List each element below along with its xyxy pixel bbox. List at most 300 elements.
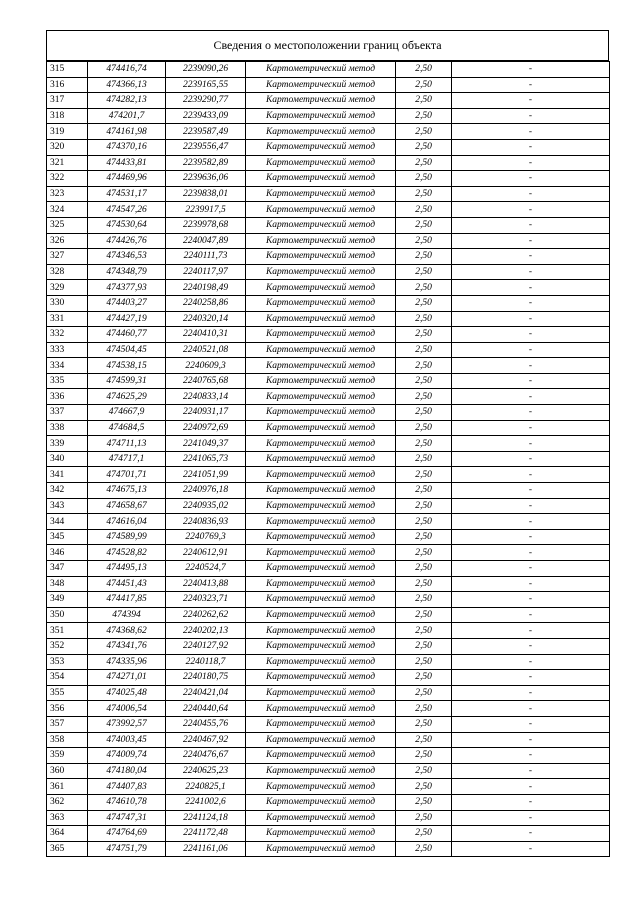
x-coordinate-cell: 474675,13	[88, 483, 166, 499]
accuracy-cell: 2,50	[396, 139, 452, 155]
description-cell: -	[452, 311, 610, 327]
accuracy-cell: 2,50	[396, 561, 452, 577]
accuracy-cell: 2,50	[396, 483, 452, 499]
description-cell: -	[452, 592, 610, 608]
y-coordinate-cell: 2240833,14	[166, 389, 246, 405]
method-cell: Картометрический метод	[246, 171, 396, 187]
accuracy-cell: 2,50	[396, 124, 452, 140]
description-cell: -	[452, 841, 610, 857]
description-cell: -	[452, 529, 610, 545]
point-number-cell: 321	[47, 155, 88, 171]
description-cell: -	[452, 498, 610, 514]
x-coordinate-cell: 474616,04	[88, 514, 166, 530]
y-coordinate-cell: 2240117,97	[166, 264, 246, 280]
y-coordinate-cell: 2239090,26	[166, 62, 246, 78]
accuracy-cell: 2,50	[396, 327, 452, 343]
y-coordinate-cell: 2240972,69	[166, 420, 246, 436]
accuracy-cell: 2,50	[396, 545, 452, 561]
accuracy-cell: 2,50	[396, 373, 452, 389]
point-number-cell: 336	[47, 389, 88, 405]
table-row	[47, 280, 610, 296]
x-coordinate-cell: 474366,13	[88, 77, 166, 93]
description-cell: -	[452, 233, 610, 249]
method-cell: Картометрический метод	[246, 389, 396, 405]
point-number-cell: 332	[47, 327, 88, 343]
point-number-cell: 333	[47, 342, 88, 358]
x-coordinate-cell: 474025,48	[88, 685, 166, 701]
description-cell: -	[452, 826, 610, 842]
table-row	[47, 623, 610, 639]
x-coordinate-cell: 474610,78	[88, 794, 166, 810]
accuracy-cell: 2,50	[396, 108, 452, 124]
method-cell: Картометрический метод	[246, 716, 396, 732]
x-coordinate-cell: 474667,9	[88, 405, 166, 421]
description-cell: -	[452, 295, 610, 311]
y-coordinate-cell: 2239433,09	[166, 108, 246, 124]
accuracy-cell: 2,50	[396, 93, 452, 109]
point-number-cell: 345	[47, 529, 88, 545]
x-coordinate-cell: 474684,5	[88, 420, 166, 436]
description-cell: -	[452, 748, 610, 764]
method-cell: Картометрический метод	[246, 826, 396, 842]
y-coordinate-cell: 2241161,06	[166, 841, 246, 857]
method-cell: Картометрический метод	[246, 139, 396, 155]
y-coordinate-cell: 2239978,68	[166, 217, 246, 233]
point-number-cell: 354	[47, 670, 88, 686]
point-number-cell: 330	[47, 295, 88, 311]
x-coordinate-cell: 474180,04	[88, 763, 166, 779]
description-cell: -	[452, 623, 610, 639]
accuracy-cell: 2,50	[396, 592, 452, 608]
method-cell: Картометрический метод	[246, 451, 396, 467]
table-row	[47, 654, 610, 670]
y-coordinate-cell: 2240320,14	[166, 311, 246, 327]
accuracy-cell: 2,50	[396, 186, 452, 202]
point-number-cell: 364	[47, 826, 88, 842]
description-cell: -	[452, 654, 610, 670]
accuracy-cell: 2,50	[396, 701, 452, 717]
table-row	[47, 794, 610, 810]
y-coordinate-cell: 2241002,6	[166, 794, 246, 810]
y-coordinate-cell: 2240323,71	[166, 592, 246, 608]
description-cell: -	[452, 124, 610, 140]
method-cell: Картометрический метод	[246, 124, 396, 140]
accuracy-cell: 2,50	[396, 529, 452, 545]
method-cell: Картометрический метод	[246, 607, 396, 623]
x-coordinate-cell: 474751,79	[88, 841, 166, 857]
y-coordinate-cell: 2239917,5	[166, 202, 246, 218]
coordinates-table	[46, 61, 610, 857]
y-coordinate-cell: 2240524,7	[166, 561, 246, 577]
description-cell: -	[452, 358, 610, 374]
method-cell: Картометрический метод	[246, 405, 396, 421]
method-cell: Картометрический метод	[246, 561, 396, 577]
x-coordinate-cell: 474426,76	[88, 233, 166, 249]
y-coordinate-cell: 2240127,92	[166, 638, 246, 654]
x-coordinate-cell: 474504,45	[88, 342, 166, 358]
method-cell: Картометрический метод	[246, 311, 396, 327]
point-number-cell: 325	[47, 217, 88, 233]
method-cell: Картометрический метод	[246, 108, 396, 124]
table-row	[47, 171, 610, 187]
y-coordinate-cell: 2241049,37	[166, 436, 246, 452]
y-coordinate-cell: 2240180,75	[166, 670, 246, 686]
x-coordinate-cell: 474717,1	[88, 451, 166, 467]
x-coordinate-cell: 473992,57	[88, 716, 166, 732]
table-row	[47, 124, 610, 140]
accuracy-cell: 2,50	[396, 748, 452, 764]
description-cell: -	[452, 139, 610, 155]
method-cell: Картометрический метод	[246, 623, 396, 639]
y-coordinate-cell: 2240769,3	[166, 529, 246, 545]
method-cell: Картометрический метод	[246, 217, 396, 233]
point-number-cell: 329	[47, 280, 88, 296]
table-row	[47, 358, 610, 374]
x-coordinate-cell: 474589,99	[88, 529, 166, 545]
point-number-cell: 344	[47, 514, 88, 530]
description-cell: -	[452, 794, 610, 810]
point-number-cell: 353	[47, 654, 88, 670]
x-coordinate-cell: 474003,45	[88, 732, 166, 748]
method-cell: Картометрический метод	[246, 841, 396, 857]
table-row	[47, 436, 610, 452]
table-row	[47, 327, 610, 343]
description-cell: -	[452, 171, 610, 187]
description-cell: -	[452, 779, 610, 795]
accuracy-cell: 2,50	[396, 685, 452, 701]
point-number-cell: 340	[47, 451, 88, 467]
table-row	[47, 249, 610, 265]
table-row	[47, 233, 610, 249]
method-cell: Картометрический метод	[246, 638, 396, 654]
method-cell: Картометрический метод	[246, 358, 396, 374]
accuracy-cell: 2,50	[396, 295, 452, 311]
point-number-cell: 359	[47, 748, 88, 764]
method-cell: Картометрический метод	[246, 779, 396, 795]
table-row	[47, 826, 610, 842]
method-cell: Картометрический метод	[246, 436, 396, 452]
y-coordinate-cell: 2240440,64	[166, 701, 246, 717]
description-cell: -	[452, 670, 610, 686]
method-cell: Картометрический метод	[246, 592, 396, 608]
point-number-cell: 328	[47, 264, 88, 280]
description-cell: -	[452, 327, 610, 343]
y-coordinate-cell: 2240198,49	[166, 280, 246, 296]
accuracy-cell: 2,50	[396, 217, 452, 233]
description-cell: -	[452, 217, 610, 233]
method-cell: Картометрический метод	[246, 373, 396, 389]
table-row	[47, 529, 610, 545]
accuracy-cell: 2,50	[396, 670, 452, 686]
description-cell: -	[452, 701, 610, 717]
description-cell: -	[452, 342, 610, 358]
y-coordinate-cell: 2240935,02	[166, 498, 246, 514]
x-coordinate-cell: 474403,27	[88, 295, 166, 311]
accuracy-cell: 2,50	[396, 77, 452, 93]
table-row	[47, 451, 610, 467]
x-coordinate-cell: 474370,16	[88, 139, 166, 155]
accuracy-cell: 2,50	[396, 233, 452, 249]
point-number-cell: 350	[47, 607, 88, 623]
point-number-cell: 362	[47, 794, 88, 810]
x-coordinate-cell: 474282,13	[88, 93, 166, 109]
x-coordinate-cell: 474469,96	[88, 171, 166, 187]
description-cell: -	[452, 202, 610, 218]
y-coordinate-cell: 2241124,18	[166, 810, 246, 826]
y-coordinate-cell: 2241172,48	[166, 826, 246, 842]
y-coordinate-cell: 2240111,73	[166, 249, 246, 265]
description-cell: -	[452, 420, 610, 436]
table-row	[47, 701, 610, 717]
accuracy-cell: 2,50	[396, 638, 452, 654]
table-row	[47, 685, 610, 701]
y-coordinate-cell: 2240836,93	[166, 514, 246, 530]
method-cell: Картометрический метод	[246, 732, 396, 748]
method-cell: Картометрический метод	[246, 264, 396, 280]
table-row	[47, 561, 610, 577]
x-coordinate-cell: 474658,67	[88, 498, 166, 514]
x-coordinate-cell: 474417,85	[88, 592, 166, 608]
description-cell: -	[452, 716, 610, 732]
method-cell: Картометрический метод	[246, 514, 396, 530]
y-coordinate-cell: 2240467,92	[166, 732, 246, 748]
table-row	[47, 93, 610, 109]
description-cell: -	[452, 405, 610, 421]
description-cell: -	[452, 108, 610, 124]
table-row	[47, 576, 610, 592]
method-cell: Картометрический метод	[246, 654, 396, 670]
method-cell: Картометрический метод	[246, 498, 396, 514]
point-number-cell: 322	[47, 171, 88, 187]
y-coordinate-cell: 2240258,86	[166, 295, 246, 311]
point-number-cell: 363	[47, 810, 88, 826]
point-number-cell: 365	[47, 841, 88, 857]
point-number-cell: 338	[47, 420, 88, 436]
table-row	[47, 545, 610, 561]
point-number-cell: 317	[47, 93, 88, 109]
accuracy-cell: 2,50	[396, 467, 452, 483]
method-cell: Картометрический метод	[246, 483, 396, 499]
x-coordinate-cell: 474701,71	[88, 467, 166, 483]
accuracy-cell: 2,50	[396, 514, 452, 530]
description-cell: -	[452, 155, 610, 171]
y-coordinate-cell: 2240612,91	[166, 545, 246, 561]
table-row	[47, 389, 610, 405]
point-number-cell: 352	[47, 638, 88, 654]
method-cell: Картометрический метод	[246, 685, 396, 701]
method-cell: Картометрический метод	[246, 794, 396, 810]
description-cell: -	[452, 249, 610, 265]
accuracy-cell: 2,50	[396, 763, 452, 779]
table-row	[47, 670, 610, 686]
accuracy-cell: 2,50	[396, 498, 452, 514]
point-number-cell: 358	[47, 732, 88, 748]
description-cell: -	[452, 732, 610, 748]
x-coordinate-cell: 474335,96	[88, 654, 166, 670]
y-coordinate-cell: 2239636,06	[166, 171, 246, 187]
y-coordinate-cell: 2240262,62	[166, 607, 246, 623]
x-coordinate-cell: 474377,93	[88, 280, 166, 296]
point-number-cell: 324	[47, 202, 88, 218]
description-cell: -	[452, 373, 610, 389]
x-coordinate-cell: 474161,98	[88, 124, 166, 140]
y-coordinate-cell: 2240047,89	[166, 233, 246, 249]
table-row	[47, 373, 610, 389]
method-cell: Картометрический метод	[246, 77, 396, 93]
method-cell: Картометрический метод	[246, 233, 396, 249]
x-coordinate-cell: 474201,7	[88, 108, 166, 124]
method-cell: Картометрический метод	[246, 529, 396, 545]
table-row	[47, 264, 610, 280]
point-number-cell: 343	[47, 498, 88, 514]
y-coordinate-cell: 2240202,13	[166, 623, 246, 639]
accuracy-cell: 2,50	[396, 841, 452, 857]
table-row	[47, 810, 610, 826]
accuracy-cell: 2,50	[396, 389, 452, 405]
point-number-cell: 342	[47, 483, 88, 499]
point-number-cell: 347	[47, 561, 88, 577]
point-number-cell: 327	[47, 249, 88, 265]
y-coordinate-cell: 2239838,01	[166, 186, 246, 202]
x-coordinate-cell: 474764,69	[88, 826, 166, 842]
accuracy-cell: 2,50	[396, 264, 452, 280]
point-number-cell: 346	[47, 545, 88, 561]
table-row	[47, 638, 610, 654]
y-coordinate-cell: 2240476,67	[166, 748, 246, 764]
description-cell: -	[452, 436, 610, 452]
table-body	[47, 62, 610, 857]
description-cell: -	[452, 467, 610, 483]
x-coordinate-cell: 474460,77	[88, 327, 166, 343]
x-coordinate-cell: 474346,53	[88, 249, 166, 265]
method-cell: Картометрический метод	[246, 576, 396, 592]
method-cell: Картометрический метод	[246, 342, 396, 358]
point-number-cell: 339	[47, 436, 88, 452]
method-cell: Картометрический метод	[246, 155, 396, 171]
y-coordinate-cell: 2240976,18	[166, 483, 246, 499]
point-number-cell: 337	[47, 405, 88, 421]
accuracy-cell: 2,50	[396, 155, 452, 171]
y-coordinate-cell: 2241065,73	[166, 451, 246, 467]
table-row	[47, 732, 610, 748]
accuracy-cell: 2,50	[396, 607, 452, 623]
y-coordinate-cell: 2240413,88	[166, 576, 246, 592]
y-coordinate-cell: 2240931,17	[166, 405, 246, 421]
point-number-cell: 349	[47, 592, 88, 608]
table-row	[47, 108, 610, 124]
table-row	[47, 716, 610, 732]
accuracy-cell: 2,50	[396, 171, 452, 187]
y-coordinate-cell: 2239582,89	[166, 155, 246, 171]
accuracy-cell: 2,50	[396, 732, 452, 748]
y-coordinate-cell: 2240521,08	[166, 342, 246, 358]
x-coordinate-cell: 474747,31	[88, 810, 166, 826]
y-coordinate-cell: 2239165,55	[166, 77, 246, 93]
x-coordinate-cell: 474006,54	[88, 701, 166, 717]
method-cell: Картометрический метод	[246, 280, 396, 296]
y-coordinate-cell: 2239556,47	[166, 139, 246, 155]
x-coordinate-cell: 474416,74	[88, 62, 166, 78]
description-cell: -	[452, 280, 610, 296]
accuracy-cell: 2,50	[396, 436, 452, 452]
x-coordinate-cell: 474271,01	[88, 670, 166, 686]
accuracy-cell: 2,50	[396, 420, 452, 436]
y-coordinate-cell: 2239290,77	[166, 93, 246, 109]
point-number-cell: 319	[47, 124, 88, 140]
y-coordinate-cell: 2240455,76	[166, 716, 246, 732]
accuracy-cell: 2,50	[396, 62, 452, 78]
description-cell: -	[452, 77, 610, 93]
description-cell: -	[452, 451, 610, 467]
page-title: Сведения о местоположении границ объекта	[46, 30, 609, 61]
table-row	[47, 295, 610, 311]
method-cell: Картометрический метод	[246, 810, 396, 826]
table-row	[47, 62, 610, 78]
y-coordinate-cell: 2240421,04	[166, 685, 246, 701]
method-cell: Картометрический метод	[246, 186, 396, 202]
method-cell: Картометрический метод	[246, 327, 396, 343]
x-coordinate-cell: 474394	[88, 607, 166, 623]
point-number-cell: 320	[47, 139, 88, 155]
description-cell: -	[452, 545, 610, 561]
point-number-cell: 323	[47, 186, 88, 202]
x-coordinate-cell: 474599,31	[88, 373, 166, 389]
x-coordinate-cell: 474348,79	[88, 264, 166, 280]
accuracy-cell: 2,50	[396, 280, 452, 296]
table-row	[47, 592, 610, 608]
point-number-cell: 326	[47, 233, 88, 249]
description-cell: -	[452, 483, 610, 499]
accuracy-cell: 2,50	[396, 358, 452, 374]
x-coordinate-cell: 474711,13	[88, 436, 166, 452]
point-number-cell: 348	[47, 576, 88, 592]
method-cell: Картометрический метод	[246, 62, 396, 78]
method-cell: Картометрический метод	[246, 748, 396, 764]
description-cell: -	[452, 810, 610, 826]
description-cell: -	[452, 264, 610, 280]
accuracy-cell: 2,50	[396, 623, 452, 639]
table-row	[47, 186, 610, 202]
accuracy-cell: 2,50	[396, 311, 452, 327]
x-coordinate-cell: 474427,19	[88, 311, 166, 327]
description-cell: -	[452, 685, 610, 701]
description-cell: -	[452, 576, 610, 592]
x-coordinate-cell: 474625,29	[88, 389, 166, 405]
table-row	[47, 748, 610, 764]
point-number-cell: 335	[47, 373, 88, 389]
table-row	[47, 467, 610, 483]
method-cell: Картометрический метод	[246, 295, 396, 311]
table-row	[47, 763, 610, 779]
table-row	[47, 841, 610, 857]
accuracy-cell: 2,50	[396, 810, 452, 826]
table-row	[47, 202, 610, 218]
table-row	[47, 342, 610, 358]
description-cell: -	[452, 514, 610, 530]
x-coordinate-cell: 474407,83	[88, 779, 166, 795]
method-cell: Картометрический метод	[246, 249, 396, 265]
description-cell: -	[452, 62, 610, 78]
x-coordinate-cell: 474530,64	[88, 217, 166, 233]
point-number-cell: 355	[47, 685, 88, 701]
table-row	[47, 77, 610, 93]
description-cell: -	[452, 186, 610, 202]
point-number-cell: 315	[47, 62, 88, 78]
x-coordinate-cell: 474451,43	[88, 576, 166, 592]
point-number-cell: 357	[47, 716, 88, 732]
y-coordinate-cell: 2240625,23	[166, 763, 246, 779]
table-row	[47, 405, 610, 421]
